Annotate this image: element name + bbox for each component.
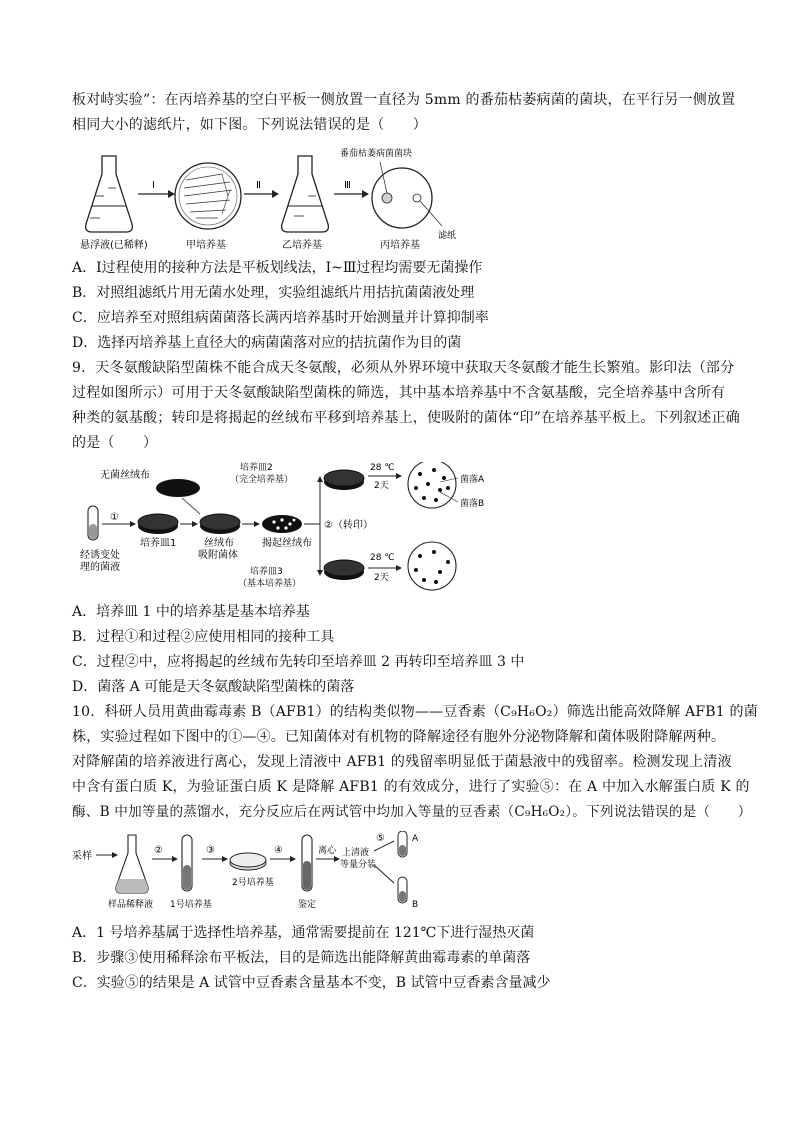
q10-step3: ③	[206, 845, 215, 856]
dish-1-icon	[138, 514, 178, 534]
q10-figure	[72, 831, 432, 917]
q9-stem-line: 过程如图所示）可用于天冬氨酸缺陷型菌株的筛选，其中基本培养基中不含氨基酸，完全培养基中含所有	[72, 385, 726, 401]
q9-step1: ①	[110, 512, 119, 523]
q9-option-b: B．过程①和过程②应使用相同的接种工具	[72, 629, 335, 645]
q10-stem-line: 10．科研人员用黄曲霉毒素 B（AFB1）的结构类似物——豆香素（C₉H₆O₂）筛选出能高效降解 AFB1 的菌	[72, 704, 758, 720]
q9-diagram	[72, 462, 502, 596]
flask-1-icon	[86, 156, 133, 232]
q8-step1: Ⅰ	[152, 180, 155, 191]
q9-label-colonyB: 菌落B	[460, 499, 485, 509]
q8-option-a: A．Ⅰ过程使用的接种方法是平板划线法，Ⅰ~Ⅲ过程均需要无菌操作	[72, 260, 483, 276]
question-8	[72, 88, 736, 356]
arrow-head-icon	[290, 856, 296, 862]
test-tube-icon	[88, 506, 98, 540]
q10-option-b: B．步骤③使用稀释涂布平板法，目的是筛选出能降解黄曲霉毒素的单菌落	[72, 950, 531, 966]
arrow-head-icon	[112, 852, 118, 858]
q8-option-c: C．应培养至对照组病菌菌落长满丙培养基时开始测量并计算抑制率	[72, 310, 489, 326]
q10-label-centrifuge: 离心	[318, 846, 337, 856]
q9-label-velvet: 无菌丝绒布	[100, 470, 150, 481]
q9-label-absorb-2: 吸附菌体	[198, 550, 238, 561]
q9-label-temp-bottom: 28 ℃	[370, 553, 395, 563]
q8-stem-line: 相同大小的滤纸片，如下图。下列说法错误的是（ ）	[72, 117, 427, 133]
q10-step2: ②	[154, 845, 163, 856]
q8-label-filter: 滤纸	[438, 231, 457, 241]
q9-label-dish1: 培养皿1	[140, 538, 177, 549]
q10-stem-line: 对降解菌的培养液进行离心，发现上清液中 AFB1 的残留率明显低于菌悬液中的残留率。检测发现上清液	[72, 754, 732, 770]
arrow-head-icon	[317, 570, 323, 576]
q9-option-c: C．过程②中，应将揭起的丝绒布先转印至培养皿 2 再转印至培养皿 3 中	[72, 654, 525, 670]
q9-stem-line: 的是（ ）	[72, 435, 158, 451]
dish-absorb-icon	[200, 514, 240, 534]
plate-bing-icon	[372, 162, 442, 228]
q8-option-b: B．对照组滤纸片用无菌水处理，实验组滤纸片用拮抗菌菌液处理	[72, 285, 475, 301]
result-plate-complete-icon	[408, 462, 456, 508]
q8-label-flask1: 悬浮液(已稀释)	[80, 240, 148, 251]
arrow-head-icon	[168, 190, 175, 198]
q9-stem-line: 种类的氨基酸；转印是将揭起的丝绒布平移到培养基上，使吸附的菌体“印”在培养基平板上。下列叙述正确	[72, 410, 740, 426]
q8-diagram	[72, 144, 492, 252]
q9-label-dish3-1: 培养皿3	[250, 567, 283, 577]
q9-figure	[72, 462, 502, 596]
q9-label-tube-2: 理的菌液	[80, 562, 120, 573]
q8-label-flask2: 乙培养基	[282, 240, 322, 251]
q9-label-colonyA: 菌落A	[460, 475, 485, 485]
q10-label-tube1: 1号培养基	[170, 900, 212, 910]
arrow-head-icon	[272, 190, 279, 198]
exam-page	[72, 88, 758, 996]
flask-2-icon	[282, 156, 329, 232]
plate-jia-icon	[175, 163, 241, 229]
q10-option-a: A．1 号培养基属于选择性培养基，通常需要提前在 121℃下进行湿热灭菌	[72, 925, 535, 941]
q9-step2: ②（转印）	[324, 520, 373, 531]
arrow-head-icon	[130, 521, 136, 527]
q10-diagram	[72, 831, 432, 917]
q9-label-absorb-1: 丝绒布	[204, 538, 234, 549]
q10-label-sample: 采样	[72, 851, 92, 862]
q10-label-flask: 样品稀释液	[108, 900, 154, 910]
arrow-head-icon	[362, 190, 369, 198]
dish-3-icon	[324, 560, 364, 580]
q8-step3: Ⅲ	[344, 180, 351, 191]
q8-stem-line: 板对峙实验”：在丙培养基的空白平板一侧放置一直径为 5mm 的番茄枯萎病菌的菌块，在平行另一侧放置	[72, 92, 736, 108]
q10-label-dish2: 2号培养基	[232, 878, 274, 888]
tube-a-icon	[398, 831, 407, 857]
q10-label-identify: 鉴定	[298, 900, 317, 910]
tube-b-icon	[398, 877, 407, 903]
arrow-head-icon	[192, 521, 198, 527]
q8-label-plate2: 丙培养基	[380, 240, 420, 251]
arrow-head-icon	[396, 473, 402, 479]
q9-stem-line: 9．天冬氨酸缺陷型菌株不能合成天冬氨酸，必须从外界环境中获取天冬氨酸才能生长繁殖。影印法（部分	[72, 360, 735, 376]
q9-label-temp-top: 28 ℃	[370, 463, 395, 473]
q9-label-dish3-2: （基本培养基）	[238, 579, 302, 589]
q9-label-days-bottom: 2天	[374, 573, 389, 583]
q10-label-super-1: 上清液	[342, 848, 370, 858]
q10-label-tubeA: A	[412, 834, 419, 844]
question-9	[72, 356, 740, 700]
q8-label-plate1: 甲培养基	[186, 240, 226, 251]
q9-label-days-top: 2天	[374, 481, 389, 491]
q9-label-dish2-2: （完全培养基）	[230, 475, 294, 485]
q9-label-dish2-1: 培养皿2	[240, 463, 273, 473]
q8-figure	[72, 144, 492, 252]
arrow-head-icon	[254, 521, 260, 527]
dilution-flask-icon	[116, 835, 148, 893]
identify-tube-icon	[302, 835, 312, 891]
q8-option-d: D．选择丙培养基上直径大的病菌菌落对应的拮抗菌作为目的菌	[72, 335, 462, 351]
q9-label-lift: 揭起丝绒布	[262, 538, 312, 549]
q10-step4: ④	[274, 845, 283, 856]
q10-stem-line: 中含有蛋白质 K，为验证蛋白质 K 是降解 AFB1 的有效成分，进行了实验⑤：在 A 中加入水解蛋白质 K 的	[72, 779, 750, 795]
arrow-icon	[182, 498, 200, 514]
question-10	[72, 700, 758, 996]
tube-1-icon	[182, 835, 192, 891]
q9-option-a: A．培养皿 1 中的培养基是基本培养基	[72, 604, 310, 620]
q10-option-c: C．实验⑤的结果是 A 试管中豆香素含量基本不变，B 试管中豆香素含量减少	[72, 975, 551, 991]
q9-option-d: D．菌落 A 可能是天冬氨酸缺陷型菌株的菌落	[72, 679, 355, 695]
arrow-icon	[374, 865, 394, 883]
velvet-icon	[156, 479, 200, 497]
arrow-head-icon	[172, 856, 178, 862]
q10-stem-line: 株，实验过程如下图中的①—④。已知菌体对有机物的降解途径有胞外分泌物降解和菌体吸附降解两种。	[72, 729, 726, 745]
q10-label-tubeB: B	[412, 900, 419, 910]
arrow-head-icon	[222, 856, 228, 862]
q8-step2: Ⅱ	[256, 180, 261, 191]
q8-label-pathogen: 番茄枯萎病菌菌块	[340, 149, 413, 159]
arrow-head-icon	[396, 565, 402, 571]
q9-label-tube-1: 经诱变处	[80, 550, 120, 561]
velvet-lifted-icon	[262, 515, 302, 533]
q10-stem-line: 酶、B 中加等量的蒸馏水，充分反应后在两试管中均加入等量的豆香素（C₉H₆O₂）。下列说法错误的是（ ）	[72, 804, 752, 820]
dish-2-icon	[230, 853, 266, 870]
q10-label-super-2: 等量分装	[340, 860, 377, 870]
q10-step5: ⑤	[376, 833, 385, 844]
result-plate-basic-icon	[408, 542, 456, 590]
dish-2-icon	[324, 470, 364, 490]
arrow-head-icon	[317, 476, 323, 482]
